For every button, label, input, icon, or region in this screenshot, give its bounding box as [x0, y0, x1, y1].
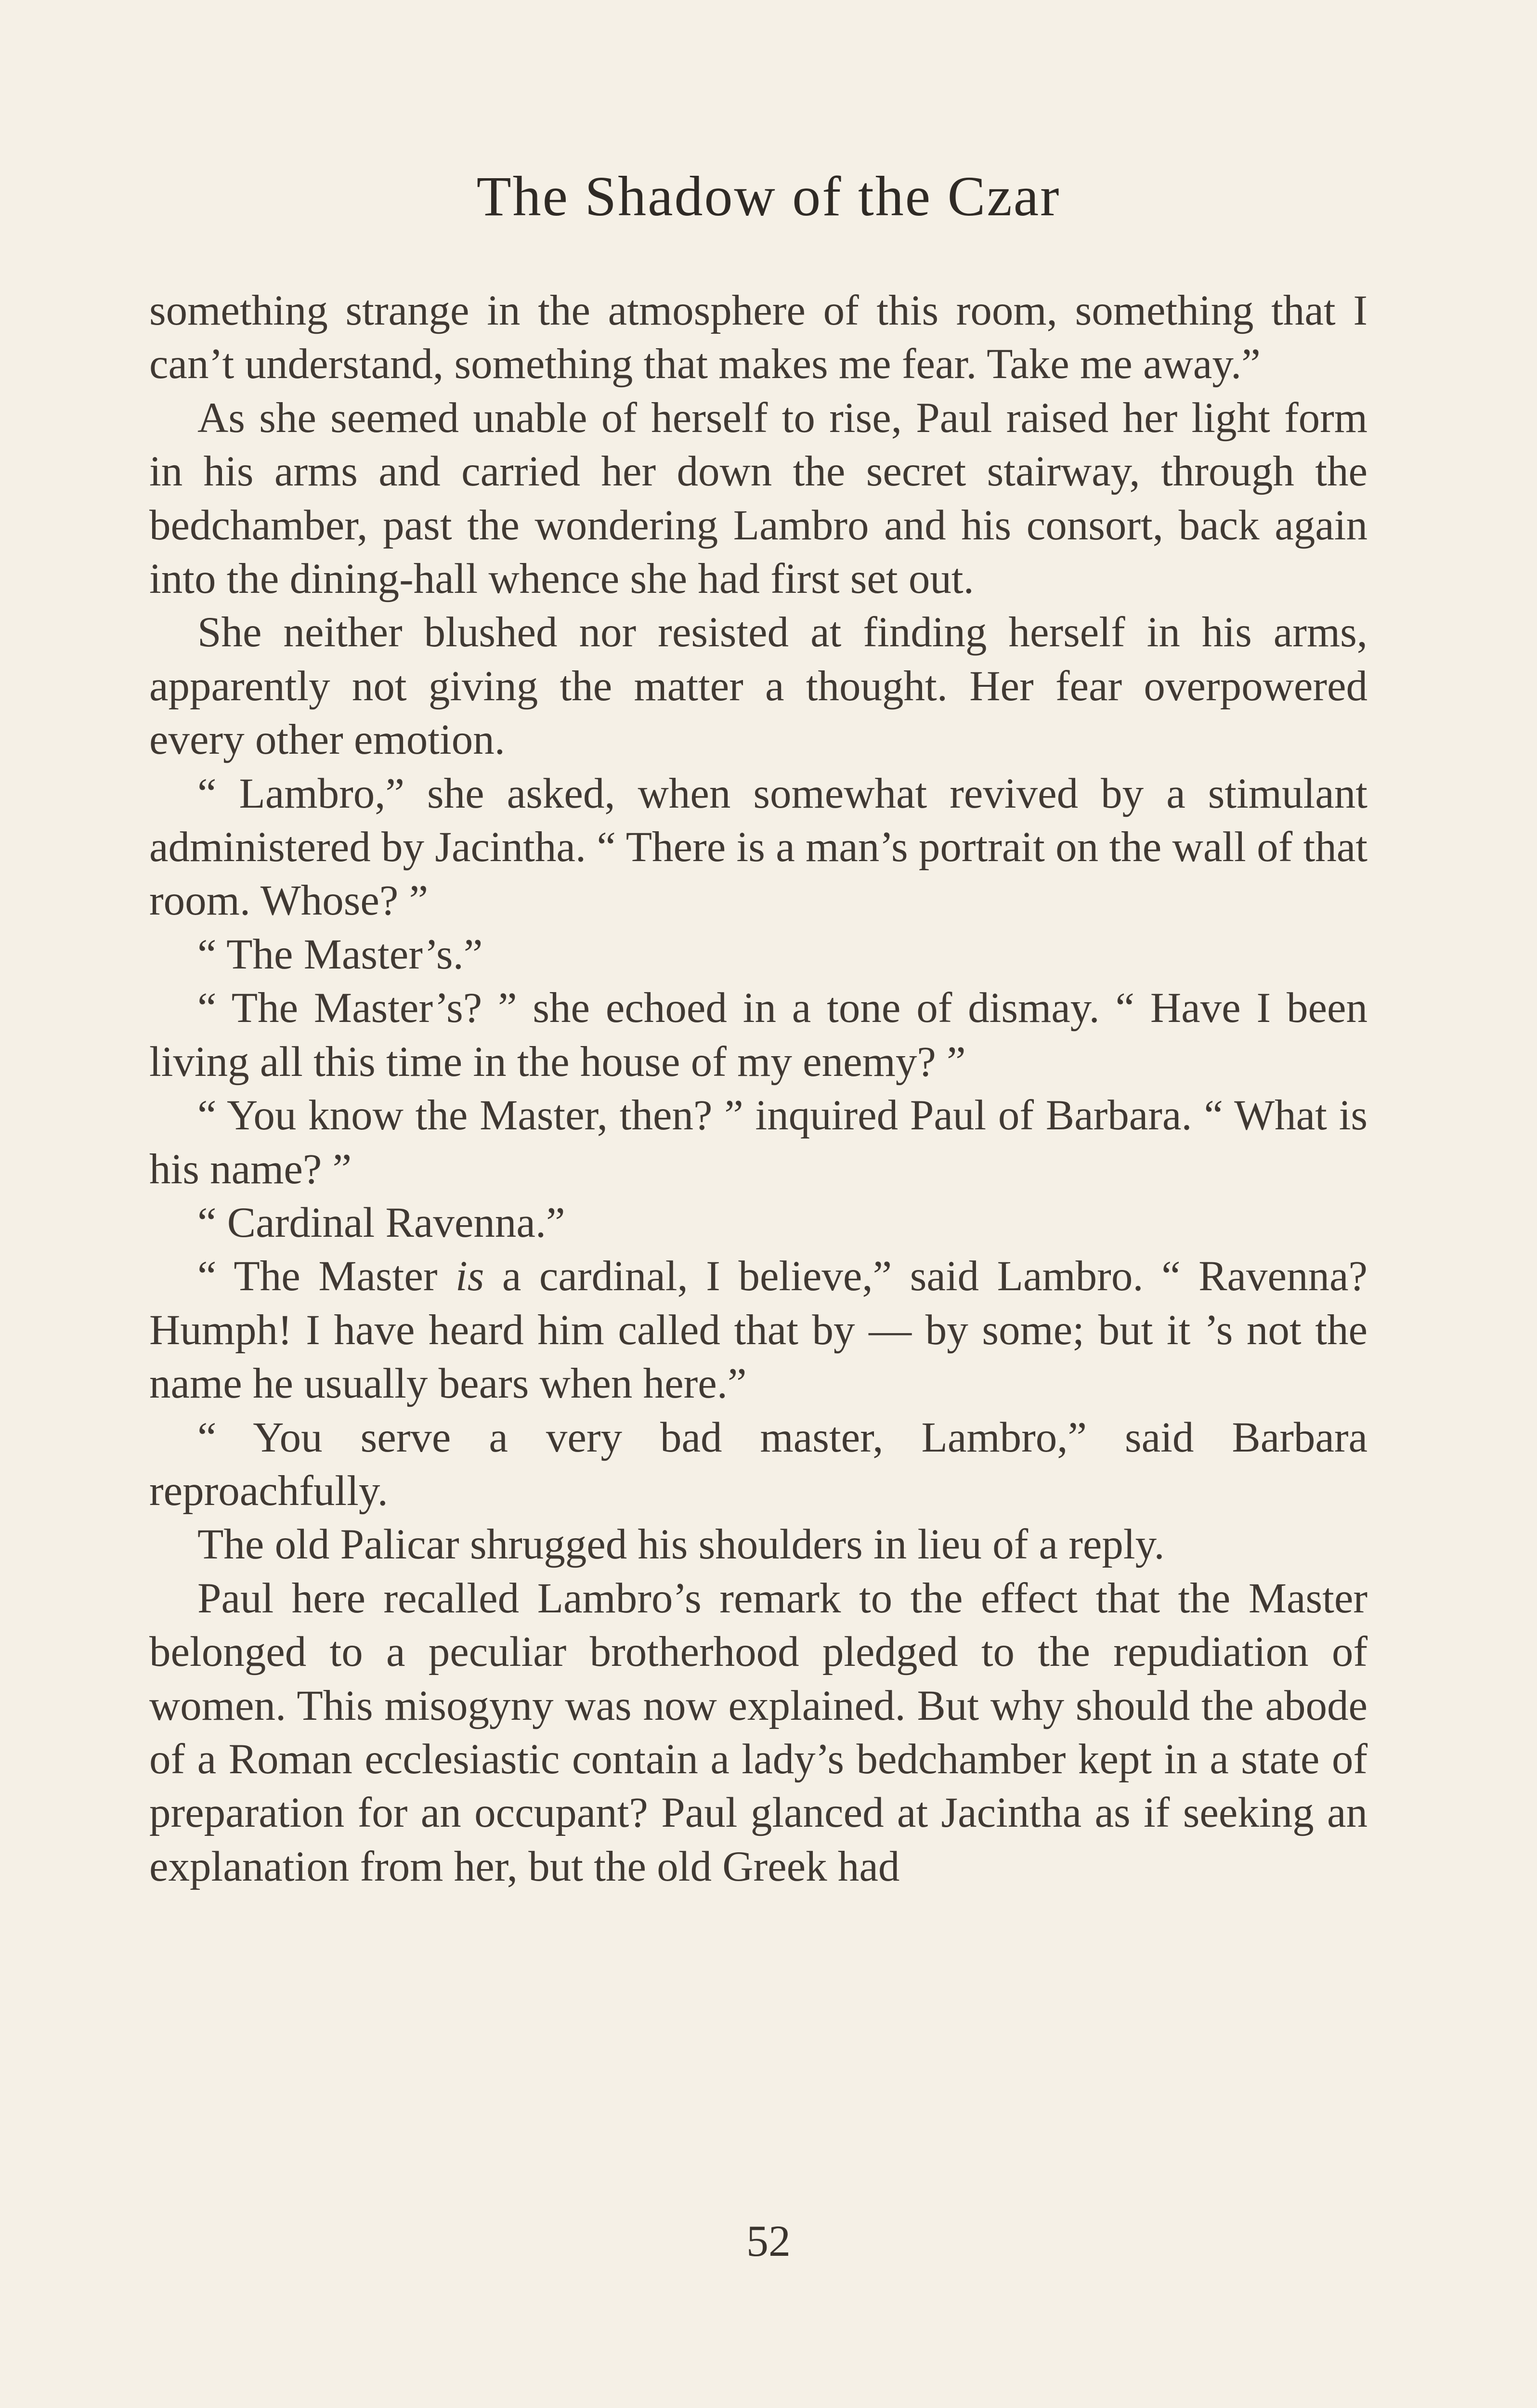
paragraph-9-after: a cardinal, I believe,” said Lambro. “ Ravenna? Humph! I have heard him called that by — by some; but it ’s not the name he usually bears when here.”	[149, 1253, 1368, 1408]
paragraph-9-italic: is	[455, 1253, 484, 1300]
paragraph-3: She neither blushed nor resisted at finding herself in his arms, apparently not giving the matter a thought. Her fear overpowered every other emotion.	[149, 609, 1368, 764]
paragraph-8: “ Cardinal Ravenna.”	[197, 1199, 565, 1246]
paragraph-12: Paul here recalled Lambro’s remark to the effect that the Master belonged to a peculiar brotherhood pledged to the repudiation of women. This misogyny was now explained. But why should the abode of a Roman ecclesiastic contain a lady’s bedchamber kept in a state of preparation for an occupant? Paul glanced at Jacintha as if seeking an explanation from her, but the old Greek had	[149, 1574, 1368, 1890]
paragraph-1: something strange in the atmosphere of this room, something that I can’t understand, something that makes me fear. Take me away.”	[149, 287, 1368, 388]
paragraph-4: “ Lambro,” she asked, when somewhat revived by a stimulant administered by Jacintha. “ There is a man’s portrait on the wall of that room. Whose? ”	[149, 770, 1368, 925]
paragraph-11: The old Palicar shrugged his shoulders in lieu of a reply.	[197, 1521, 1165, 1569]
paragraph-9-before: “ The Master	[197, 1253, 456, 1300]
paragraph-2: As she seemed unable of herself to rise, Paul raised her light form in his arms and carried her down the secret stairway, through the bedchamber, past the wondering Lambro and his consort, back again into the dining-hall whence she had first set out.	[149, 394, 1368, 603]
page-number: 52	[746, 2216, 791, 2265]
paragraph-5: “ The Master’s.”	[197, 930, 483, 978]
paragraph-7: “ You know the Master, then? ” inquired Paul of Barbara. “ What is his name? ”	[149, 1092, 1368, 1193]
running-head: The Shadow of the Czar	[476, 165, 1061, 228]
body-text	[149, 284, 1368, 1894]
paragraph-6: “ The Master’s? ” she echoed in a tone of dismay. “ Have I been living all this time in the house of my enemy? ”	[149, 984, 1368, 1086]
paragraph-9	[149, 1250, 1368, 1411]
paragraph-10: “ You serve a very bad master, Lambro,” said Barbara reproachfully.	[149, 1413, 1368, 1515]
